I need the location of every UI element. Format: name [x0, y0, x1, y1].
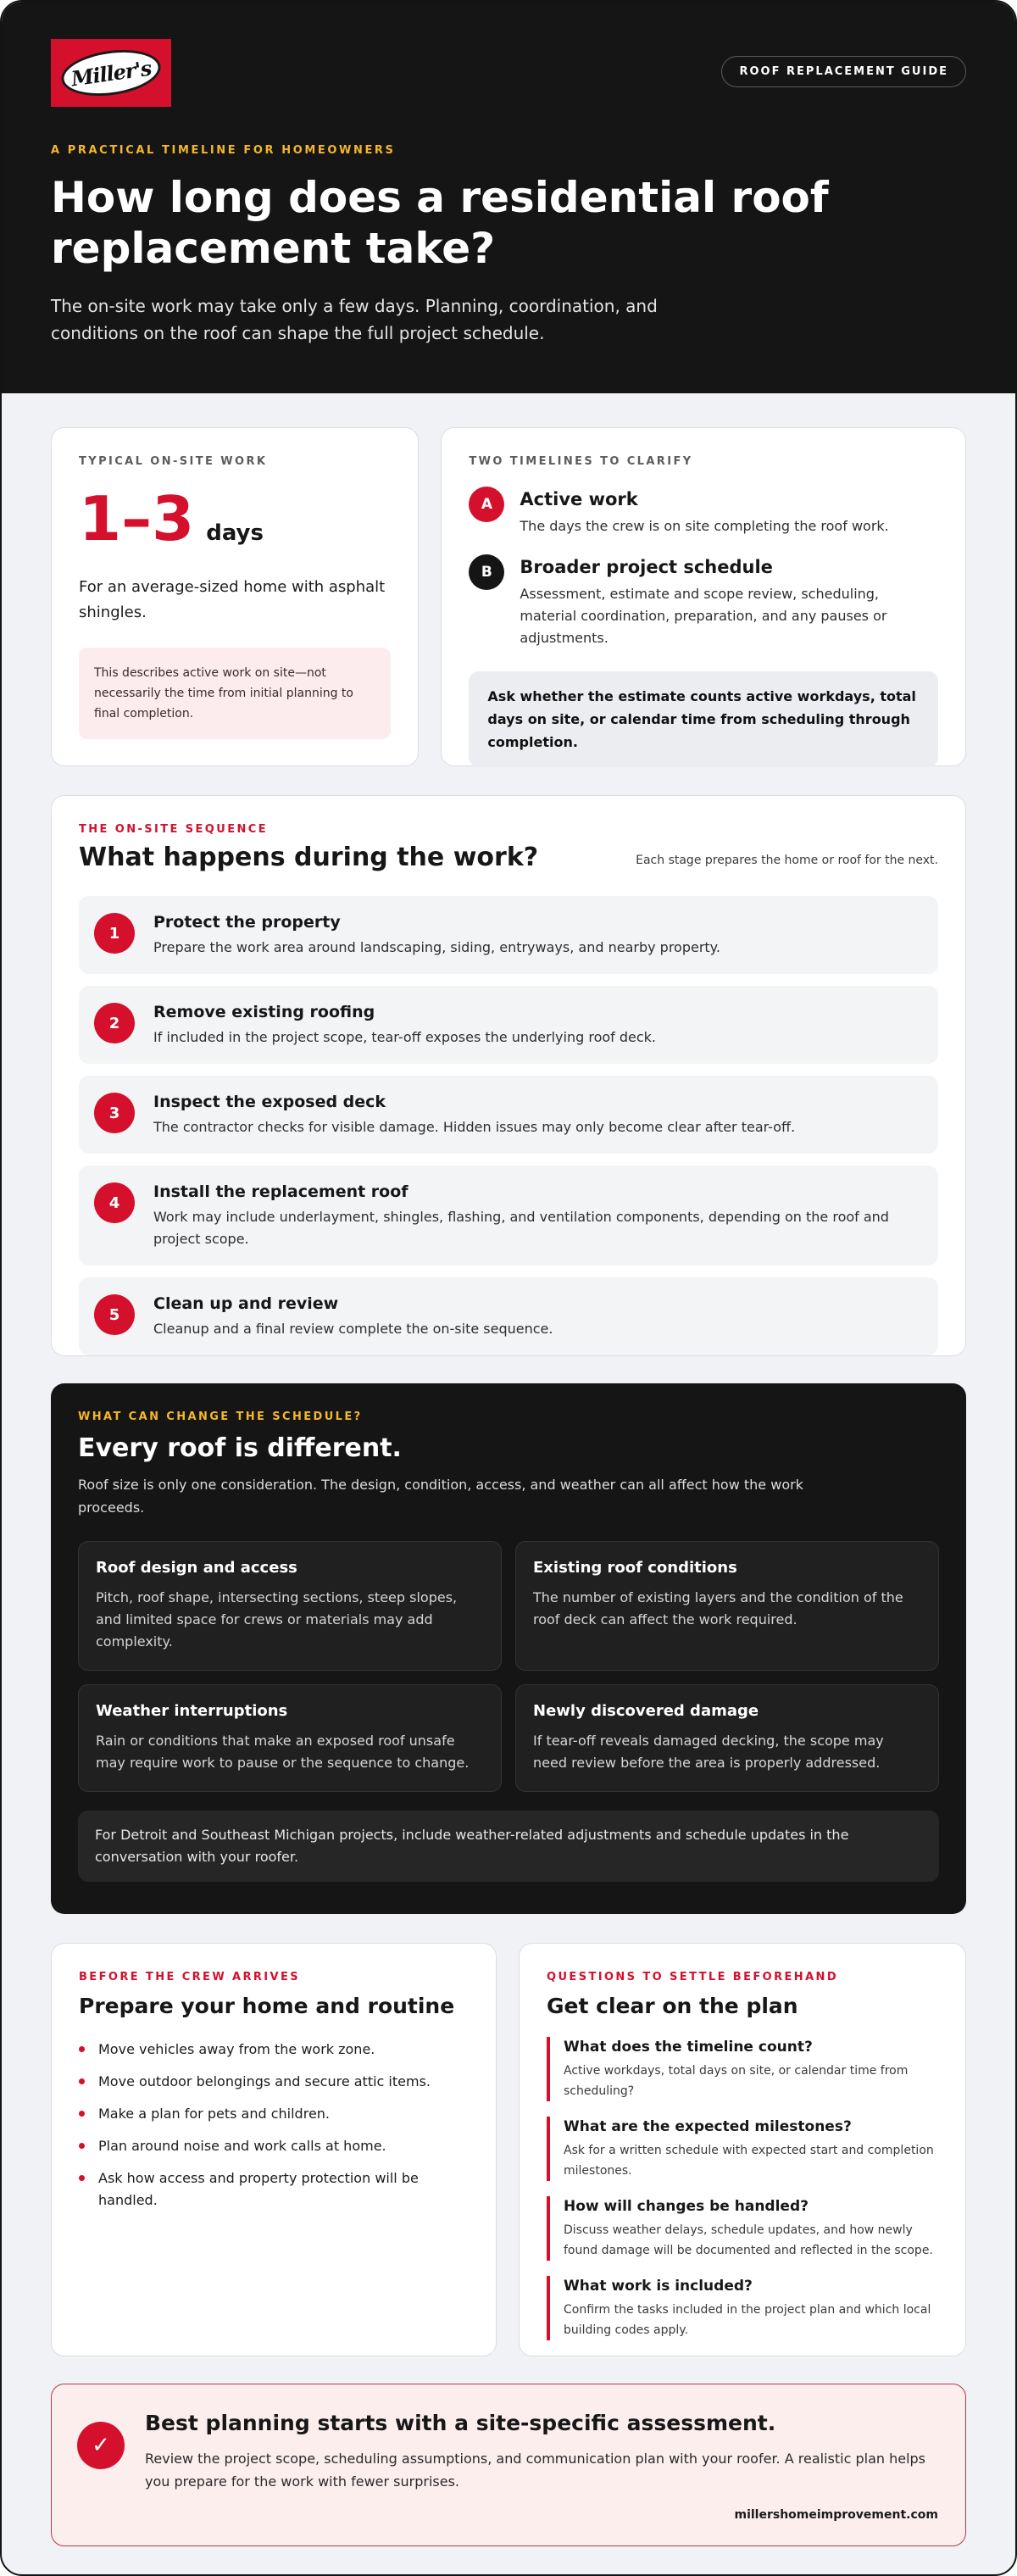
final-title: Best planning starts with a site-specific assessment. [145, 2411, 776, 2435]
step-number: 1 [94, 913, 135, 954]
sequence-eyebrow: THE ON-SITE SEQUENCE [79, 823, 268, 836]
question-answer: Confirm the tasks included in the project plan and which local building codes apply. [564, 2303, 931, 2337]
timelines-card [441, 427, 966, 766]
final-description: Review the project scope, scheduling assumptions, and communication plan with your roofer. A realistic plan helps you prepare for the work with fewer surprises. [145, 2451, 926, 2490]
factor-title: Newly discovered damage [533, 1702, 759, 1720]
factor-title: Roof design and access [96, 1559, 297, 1577]
sequence-header [79, 843, 938, 872]
factor-title: Weather interruptions [96, 1702, 288, 1720]
question-title: What work is included? [564, 2278, 753, 2295]
step-title: Inspect the exposed deck [153, 1093, 386, 1111]
page-subtitle: The on-site work may take only a few days. Planning, coordination, and conditions on the roof can shape the full project schedule. [51, 296, 658, 343]
regional-note: For Detroit and Southeast Michigan projects, include weather-related adjustments and schedule updates in the conversation with your roofer. [78, 1811, 939, 1882]
list-item-text: Move vehicles away from the work zone. [98, 2041, 375, 2057]
question-item [547, 2117, 938, 2181]
onsite-duration [79, 483, 391, 554]
bullet-icon [79, 2175, 85, 2181]
onsite-description: For an average-sized home with asphalt shingles. [79, 578, 386, 621]
bullet-icon [79, 2046, 85, 2052]
onsite-number: 1–3 [79, 483, 195, 554]
sequence-card [51, 795, 966, 1356]
step-title: Clean up and review [153, 1294, 339, 1313]
step-description: The contractor checks for visible damage. Hidden issues may only become clear after tear-off. [153, 1119, 796, 1135]
question-title: How will changes be handled? [564, 2198, 809, 2215]
factor-title: Existing roof conditions [533, 1559, 737, 1577]
question-answer: Ask for a written schedule with expected start and completion milestones. [564, 2144, 934, 2178]
schedule-eyebrow: WHAT CAN CHANGE THE SCHEDULE? [78, 1410, 363, 1423]
list-item [79, 2103, 469, 2125]
step-number: 2 [94, 1003, 135, 1043]
question-item [547, 2276, 938, 2340]
step-title: Protect the property [153, 913, 341, 932]
bullet-icon [79, 2143, 85, 2149]
list-item [79, 2135, 469, 2157]
schedule-factors-card [51, 1383, 966, 1914]
bullet-icon [79, 2078, 85, 2084]
schedule-subtitle: Roof size is only one consideration. The design, condition, access, and weather can all affect how the work proceeds. [78, 1477, 803, 1516]
timeline-item-a [469, 487, 938, 537]
factor-description: Rain or conditions that make an exposed roof unsafe may require work to pause or the sequence to change. [96, 1733, 470, 1771]
onsite-unit: days [206, 520, 264, 546]
schedule-title: Every roof is different. [78, 1433, 402, 1463]
bottom-cards-row [51, 1943, 966, 2356]
hero-header [2, 2, 1015, 393]
step-number: 3 [94, 1093, 135, 1133]
millers-logo[interactable] [51, 39, 171, 107]
page-title: How long does a residential roof replacement take? [51, 173, 829, 273]
timeline-desc-a: The days the crew is on site completing the roof work. [520, 518, 889, 534]
timeline-item-b [469, 554, 938, 649]
list-item-text: Make a plan for pets and children. [98, 2106, 331, 2122]
list-item-text: Plan around noise and work calls at home. [98, 2138, 386, 2154]
step-number: 5 [94, 1294, 135, 1335]
logo-text: Miller's [69, 55, 153, 91]
logo-oval [58, 44, 164, 102]
check-icon: ✓ [77, 2422, 125, 2469]
prepare-card [51, 1943, 497, 2356]
timeline-title-a: Active work [520, 489, 638, 509]
question-item [547, 2196, 938, 2261]
hero-top-bar [51, 39, 966, 107]
question-title: What does the timeline count? [564, 2039, 813, 2056]
hero-eyebrow: A PRACTICAL TIMELINE FOR HOMEOWNERS [51, 144, 396, 157]
factor-card [515, 1541, 939, 1671]
step-title: Remove existing roofing [153, 1003, 375, 1021]
timeline-badge-b: B [469, 554, 504, 590]
onsite-eyebrow: TYPICAL ON-SITE WORK [79, 455, 268, 468]
prepare-list [79, 2039, 469, 2212]
questions-eyebrow: QUESTIONS TO SETTLE BEFOREHAND [547, 1971, 839, 1983]
question-item [547, 2037, 938, 2101]
question-title: What are the expected milestones? [564, 2118, 852, 2135]
bullet-icon [79, 2111, 85, 2117]
factor-description: If tear-off reveals damaged decking, the scope may need review before the area is properly addressed. [533, 1733, 884, 1771]
timeline-ask-callout: Ask whether the estimate counts active workdays, total days on site, or calendar time from scheduling through completion. [469, 671, 938, 767]
list-item [79, 2039, 469, 2061]
questions-title: Get clear on the plan [547, 1994, 798, 2018]
prepare-title: Prepare your home and routine [79, 1994, 455, 2018]
factor-description: Pitch, roof shape, intersecting sections, steep slopes, and limited space for crews or materials may add complexity. [96, 1589, 458, 1650]
step-description: Cleanup and a final review complete the on-site sequence. [153, 1321, 553, 1337]
onsite-work-card [51, 427, 419, 766]
timelines-eyebrow: TWO TIMELINES TO CLARIFY [469, 455, 693, 468]
step-description: Work may include underlayment, shingles, flashing, and ventilation components, depending on the roof and project scope. [153, 1209, 889, 1247]
timeline-title-b: Broader project schedule [520, 557, 773, 577]
top-cards-row [51, 427, 966, 766]
factor-card [78, 1541, 502, 1671]
website-link[interactable]: millershomeimprovement.com [734, 2508, 938, 2522]
sequence-step [79, 896, 938, 974]
factor-grid [78, 1541, 939, 1792]
sequence-title: What happens during the work? [79, 843, 539, 872]
sequence-step [79, 986, 938, 1064]
list-item-text: Move outdoor belongings and secure attic items. [98, 2073, 431, 2089]
factor-card [515, 1684, 939, 1792]
guide-badge: ROOF REPLACEMENT GUIDE [721, 56, 966, 87]
question-answer: Active workdays, total days on site, or calendar time from scheduling? [564, 2064, 909, 2098]
list-item [79, 2167, 469, 2212]
onsite-note: This describes active work on site—not necessarily the time from initial planning to final completion. [79, 648, 391, 739]
main-content [2, 393, 1015, 2546]
sequence-step [79, 1166, 938, 1266]
step-number: 4 [94, 1182, 135, 1223]
final-callout-card [51, 2384, 966, 2546]
timeline-desc-b: Assessment, estimate and scope review, scheduling, material coordination, preparation, and any pauses or adjustments. [520, 586, 887, 646]
factor-description: The number of existing layers and the condition of the roof deck can affect the work required. [533, 1589, 903, 1627]
step-title: Install the replacement roof [153, 1182, 408, 1201]
step-description: If included in the project scope, tear-off exposes the underlying roof deck. [153, 1029, 657, 1045]
sequence-step [79, 1277, 938, 1355]
prepare-eyebrow: BEFORE THE CREW ARRIVES [79, 1971, 301, 1983]
factor-card [78, 1684, 502, 1792]
sequence-note: Each stage prepares the home or roof for the next. [636, 854, 938, 867]
list-item-text: Ask how access and property protection will be handled. [98, 2170, 419, 2208]
sequence-step [79, 1076, 938, 1154]
timeline-badge-a: A [469, 487, 504, 522]
question-answer: Discuss weather delays, schedule updates, and how newly found damage will be documented and reflected in the scope. [564, 2223, 933, 2257]
step-description: Prepare the work area around landscaping, siding, entryways, and nearby property. [153, 939, 720, 955]
questions-card [519, 1943, 966, 2356]
list-item [79, 2071, 469, 2093]
